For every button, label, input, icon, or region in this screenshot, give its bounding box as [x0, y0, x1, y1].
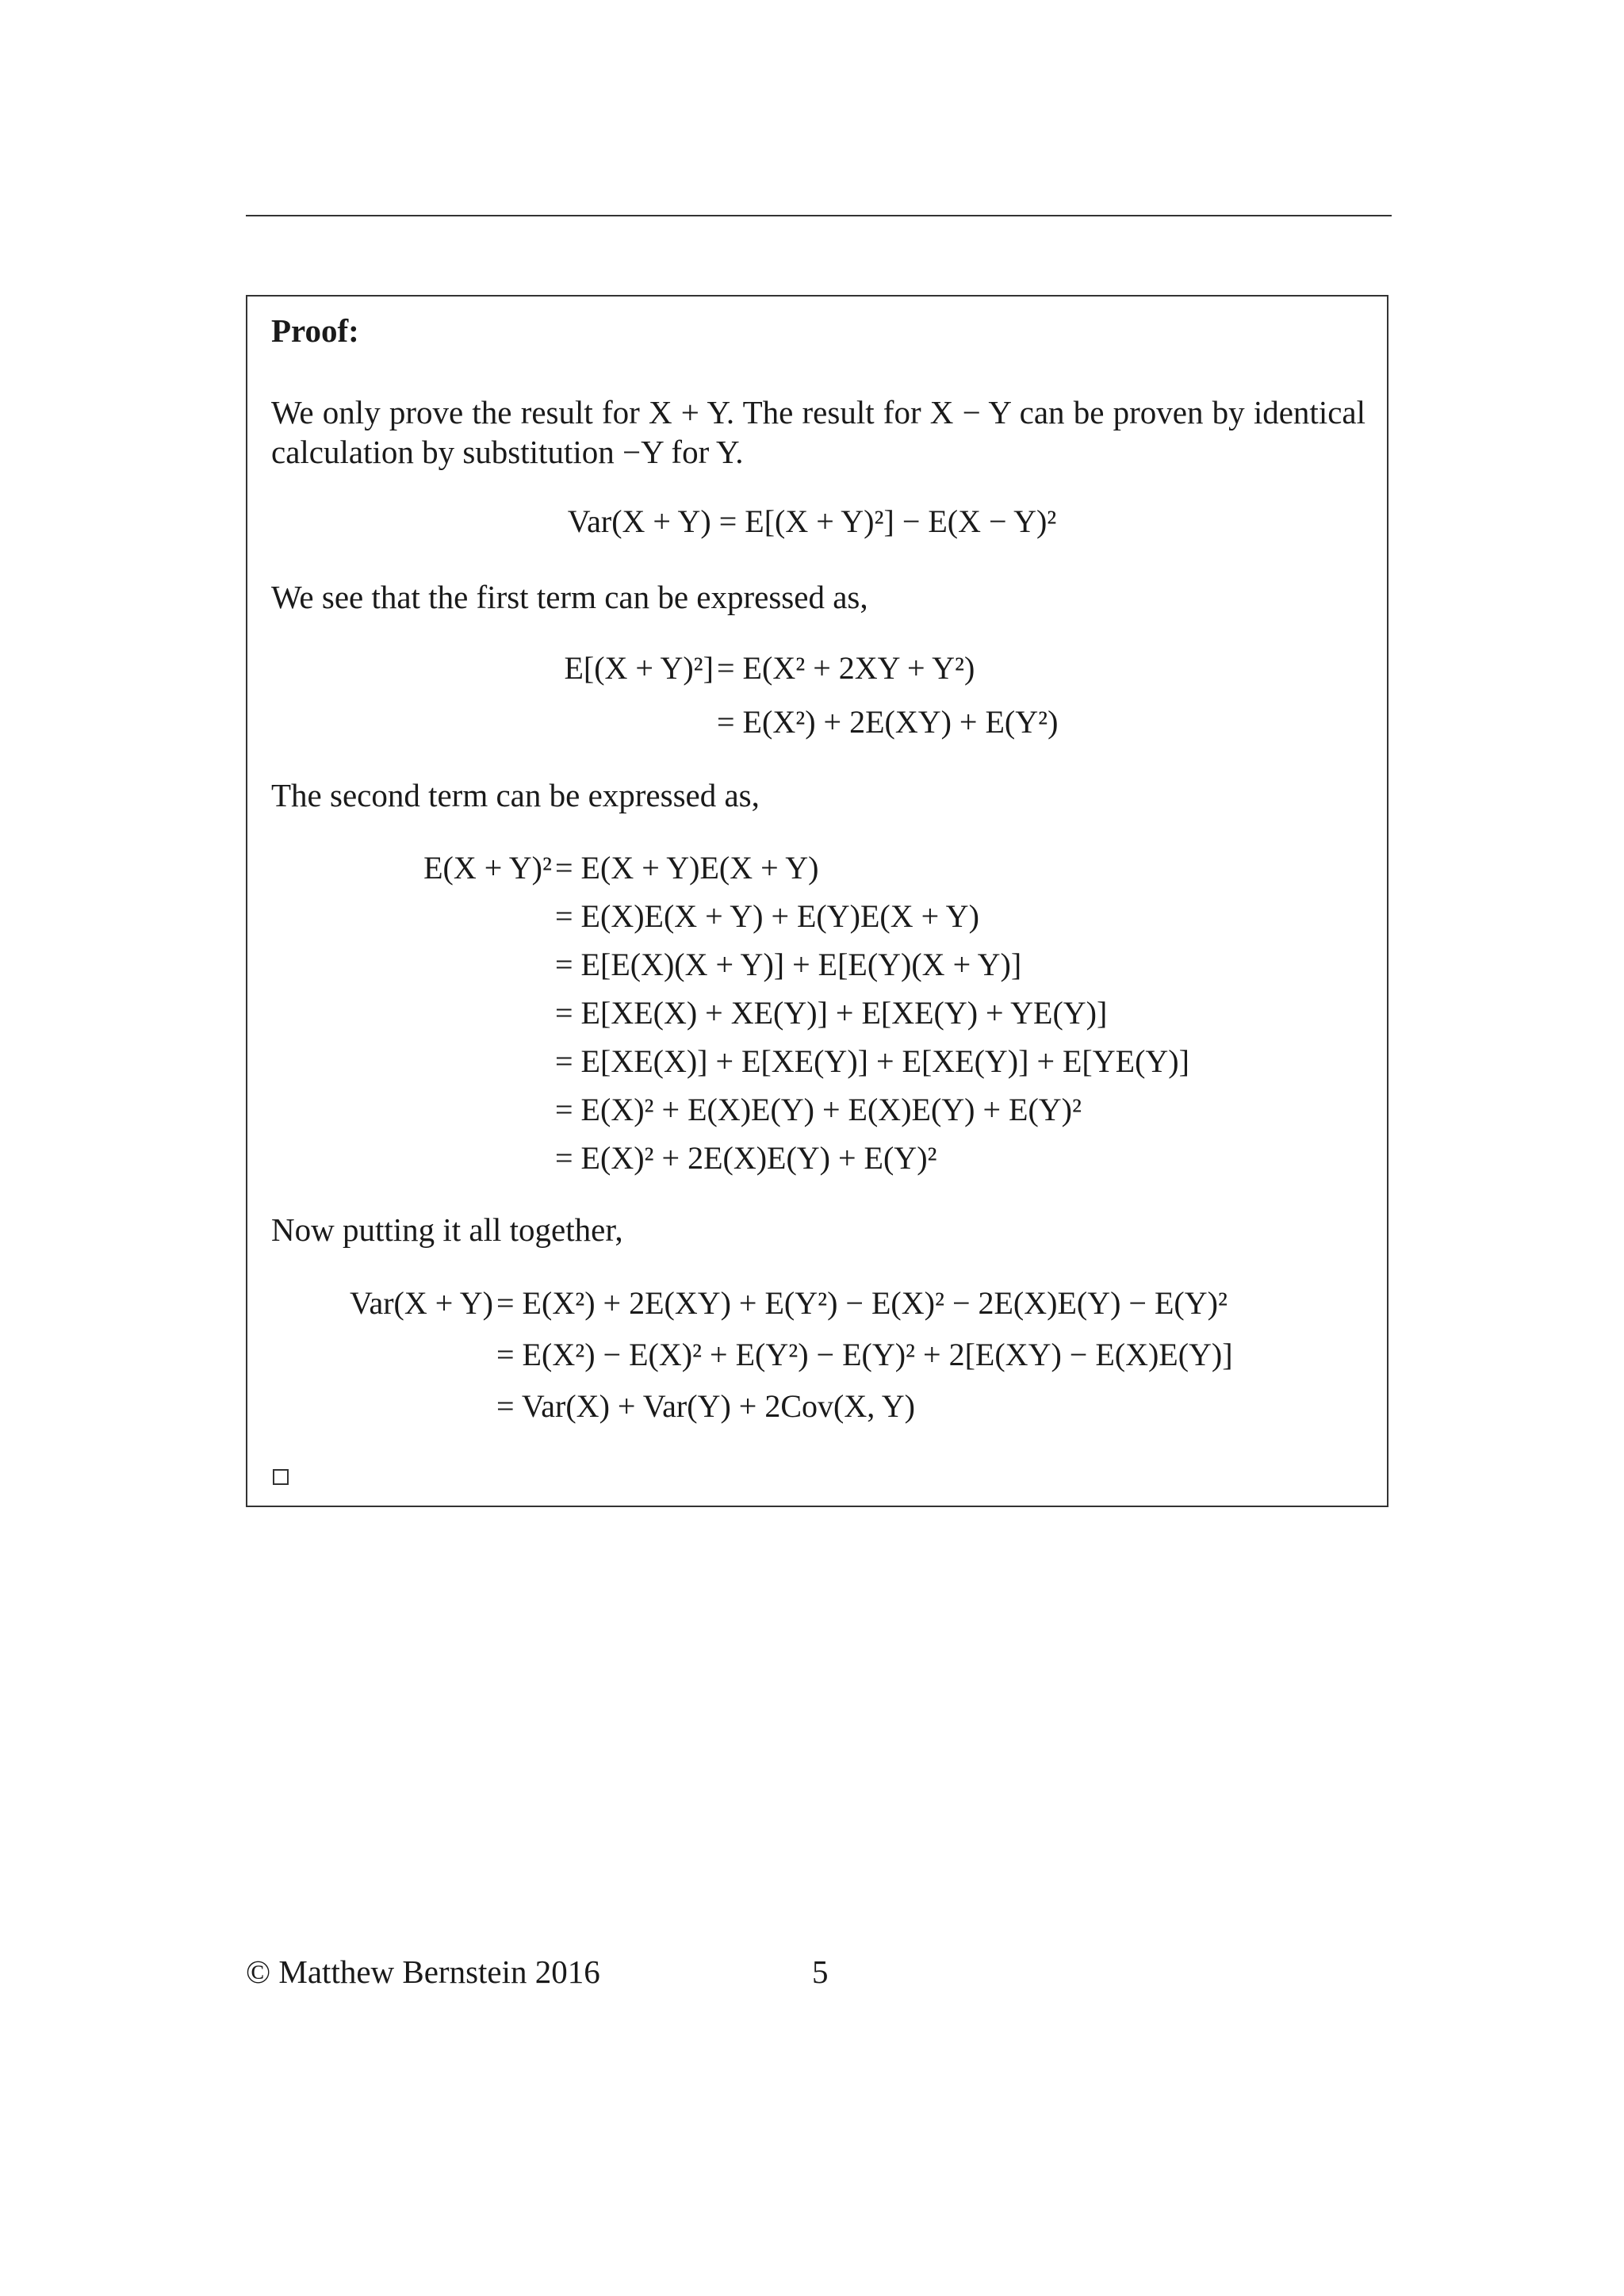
- header-rule: [246, 215, 1392, 216]
- paragraph-second-term: The second term can be expressed as,: [271, 777, 760, 813]
- equation-lhs: Var(X + Y): [349, 1285, 493, 1321]
- paragraph-first-term: We see that the first term can be expressed as,: [271, 579, 868, 615]
- page-number: 5: [812, 1954, 829, 1990]
- equation-rhs: = E(X)² + E(X)E(Y) + E(X)E(Y) + E(Y)²: [555, 1092, 1082, 1127]
- qed-square-icon: [273, 1469, 289, 1485]
- equation-lhs: E[(X + Y)²]: [564, 650, 714, 686]
- proof-intro-paragraph: We only prove the result for X + Y. The result for X − Y can be proven by identical calculation by substitution −Y for Y.: [271, 394, 1365, 470]
- equation-rhs: = E(X²) + 2E(XY) + E(Y²): [717, 704, 1059, 740]
- equation-rhs: = E(X² + 2XY + Y²): [717, 650, 975, 686]
- equation-rhs: = E(X²) + 2E(XY) + E(Y²) − E(X)² − 2E(X)E(Y) − E(Y)²: [496, 1285, 1228, 1321]
- equation-rhs: = E[XE(X)] + E[XE(Y)] + E[XE(Y)] + E[YE(Y)]: [555, 1043, 1189, 1079]
- equation-rhs: = E(X²) − E(X)² + E(Y²) − E(Y)² + 2[E(XY) − E(X)E(Y)]: [496, 1337, 1233, 1372]
- equation-variance-definition: Var(X + Y) = E[(X + Y)²] − E(X − Y)²: [567, 503, 1057, 539]
- equation-rhs: = E(X + Y)E(X + Y): [555, 850, 819, 886]
- proof-heading: Proof:: [271, 312, 359, 349]
- equation-rhs: = E(X)E(X + Y) + E(Y)E(X + Y): [555, 898, 979, 934]
- equation-rhs: = E[E(X)(X + Y)] + E[E(Y)(X + Y)]: [555, 947, 1022, 982]
- equation-rhs: = E[XE(X) + XE(Y)] + E[XE(Y) + YE(Y)]: [555, 995, 1108, 1031]
- equation-rhs: = E(X)² + 2E(X)E(Y) + E(Y)²: [555, 1140, 937, 1176]
- equation-rhs: = Var(X) + Var(Y) + 2Cov(X, Y): [496, 1388, 915, 1424]
- paragraph-putting-together: Now putting it all together,: [271, 1211, 623, 1248]
- footer-copyright: © Matthew Bernstein 2016: [246, 1954, 600, 1990]
- equation-lhs: E(X + Y)²: [423, 850, 552, 886]
